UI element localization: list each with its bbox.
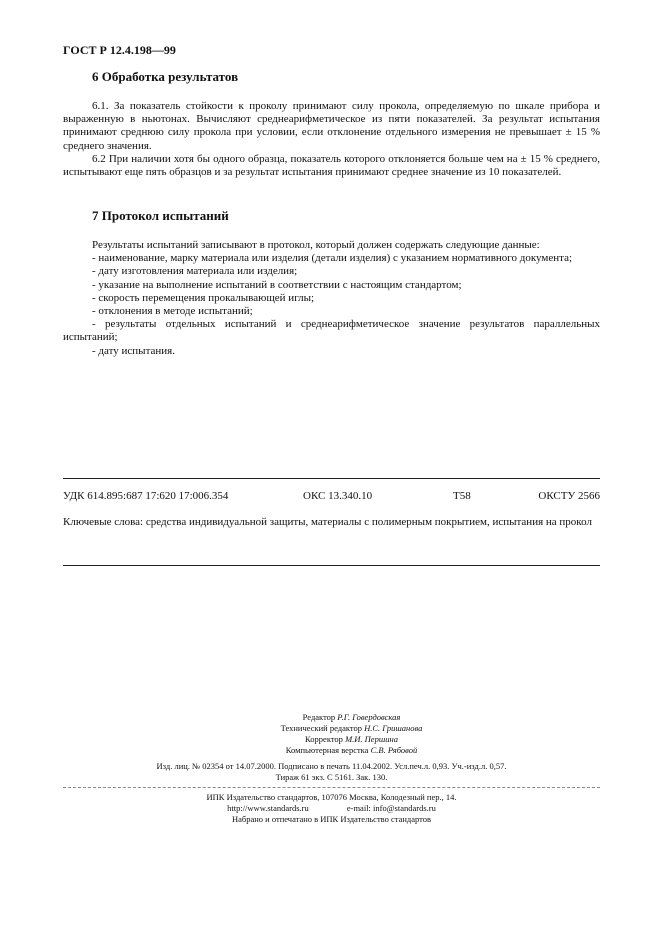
- section-6-title: 6 Обработка результатов: [92, 69, 239, 84]
- license-block: [63, 761, 600, 783]
- print-run-line: Тираж 61 экз. С 5161. Зак. 130.: [275, 772, 388, 782]
- protocol-item: - наименование, марку материала или изделия (детали изделия) с указанием нормативного документа;: [92, 252, 573, 265]
- layout-label: Компьютерная верстка: [285, 745, 369, 755]
- tech-editor-name: Н.С. Гришанова: [364, 723, 423, 733]
- contacts-line: [63, 803, 600, 814]
- tech-editor-label: Технический редактор: [280, 723, 362, 733]
- editor-name: Р.Г. Говердовская: [337, 712, 401, 722]
- t-code: Т58: [453, 490, 471, 502]
- corrector-name: М.И. Першина: [345, 734, 398, 744]
- protocol-intro: Результаты испытаний записывают в протокол, который должен содержать следующие данные:: [92, 239, 540, 251]
- credits-block: [63, 712, 600, 756]
- protocol-item: - дату изготовления материала или изделия;: [92, 265, 298, 278]
- publisher-line: ИПК Издательство стандартов, 107076 Москва, Колодезный пер., 14.: [206, 792, 457, 802]
- publisher-block: [63, 792, 600, 825]
- editor-label: Редактор: [302, 712, 336, 722]
- protocol-item: - дату испытания.: [92, 344, 175, 357]
- printed-line: Набрано и отпечатано в ИПК Издательство стандартов: [231, 814, 432, 824]
- protocol-item: - результаты отдельных испытаний и среднеарифметическое значение результатов параллельных испытаний;: [63, 318, 600, 344]
- layout-name: С.В. Рябовой: [370, 745, 418, 755]
- udk-code: УДК 614.895:687 17:620 17:006.354: [63, 490, 229, 502]
- protocol-item: - указание на выполнение испытаний в соответствии с настоящим стандартом;: [92, 278, 462, 291]
- keywords: Ключевые слова: средства индивидуальной защиты, материалы с полимерным покрытием, испытания на прокол: [63, 516, 592, 528]
- section-6-paragraph-1: 6.1. За показатель стойкости к проколу принимают силу прокола, определяемую по шкале прибора и выраженную в ньютонах. Вычисляют среднеарифметическое из пяти показателей. За результат испытания принимают среднюю силу прокола при условии, если отклонение отдельного измерения не превышает ± 15 % среднего значения.: [63, 100, 600, 152]
- divider-bottom: [63, 565, 600, 566]
- imprint-divider: [63, 787, 600, 788]
- tech-editor-line: [103, 723, 600, 734]
- protocol-item: - скорость перемещения прокалывающей иглы;: [92, 291, 315, 304]
- section-6-paragraph-2: 6.2 При наличии хотя бы одного образца, показатель которого отклоняется больше чем на ± 15 % среднего, испытывают еще пять образцов и за результат испытания принимают среднее значение из 10 показателей.: [63, 153, 600, 179]
- divider-top: [63, 478, 600, 479]
- oks-code: ОКС 13.340.10: [303, 490, 373, 502]
- license-line: Изд. лиц. № 02354 от 14.07.2000. Подписано в печать 11.04.2002. Усл.печ.л. 0,93. Уч.-изд.л. 0,57.: [156, 761, 507, 771]
- document-code: ГОСТ Р 12.4.198—99: [63, 43, 176, 57]
- website-link[interactable]: http://www.standards.ru: [227, 803, 309, 813]
- layout-line: [103, 745, 600, 756]
- corrector-label: Корректор: [305, 734, 343, 744]
- corrector-line: [103, 734, 600, 745]
- section-7-title: 7 Протокол испытаний: [92, 208, 229, 223]
- editor-line: [103, 712, 600, 723]
- okstu-code: ОКСТУ 2566: [538, 490, 600, 502]
- email-link[interactable]: e-mail: info@standards.ru: [346, 803, 436, 813]
- protocol-item: - отклонения в методе испытаний;: [92, 305, 253, 318]
- section-7-body: [63, 239, 600, 358]
